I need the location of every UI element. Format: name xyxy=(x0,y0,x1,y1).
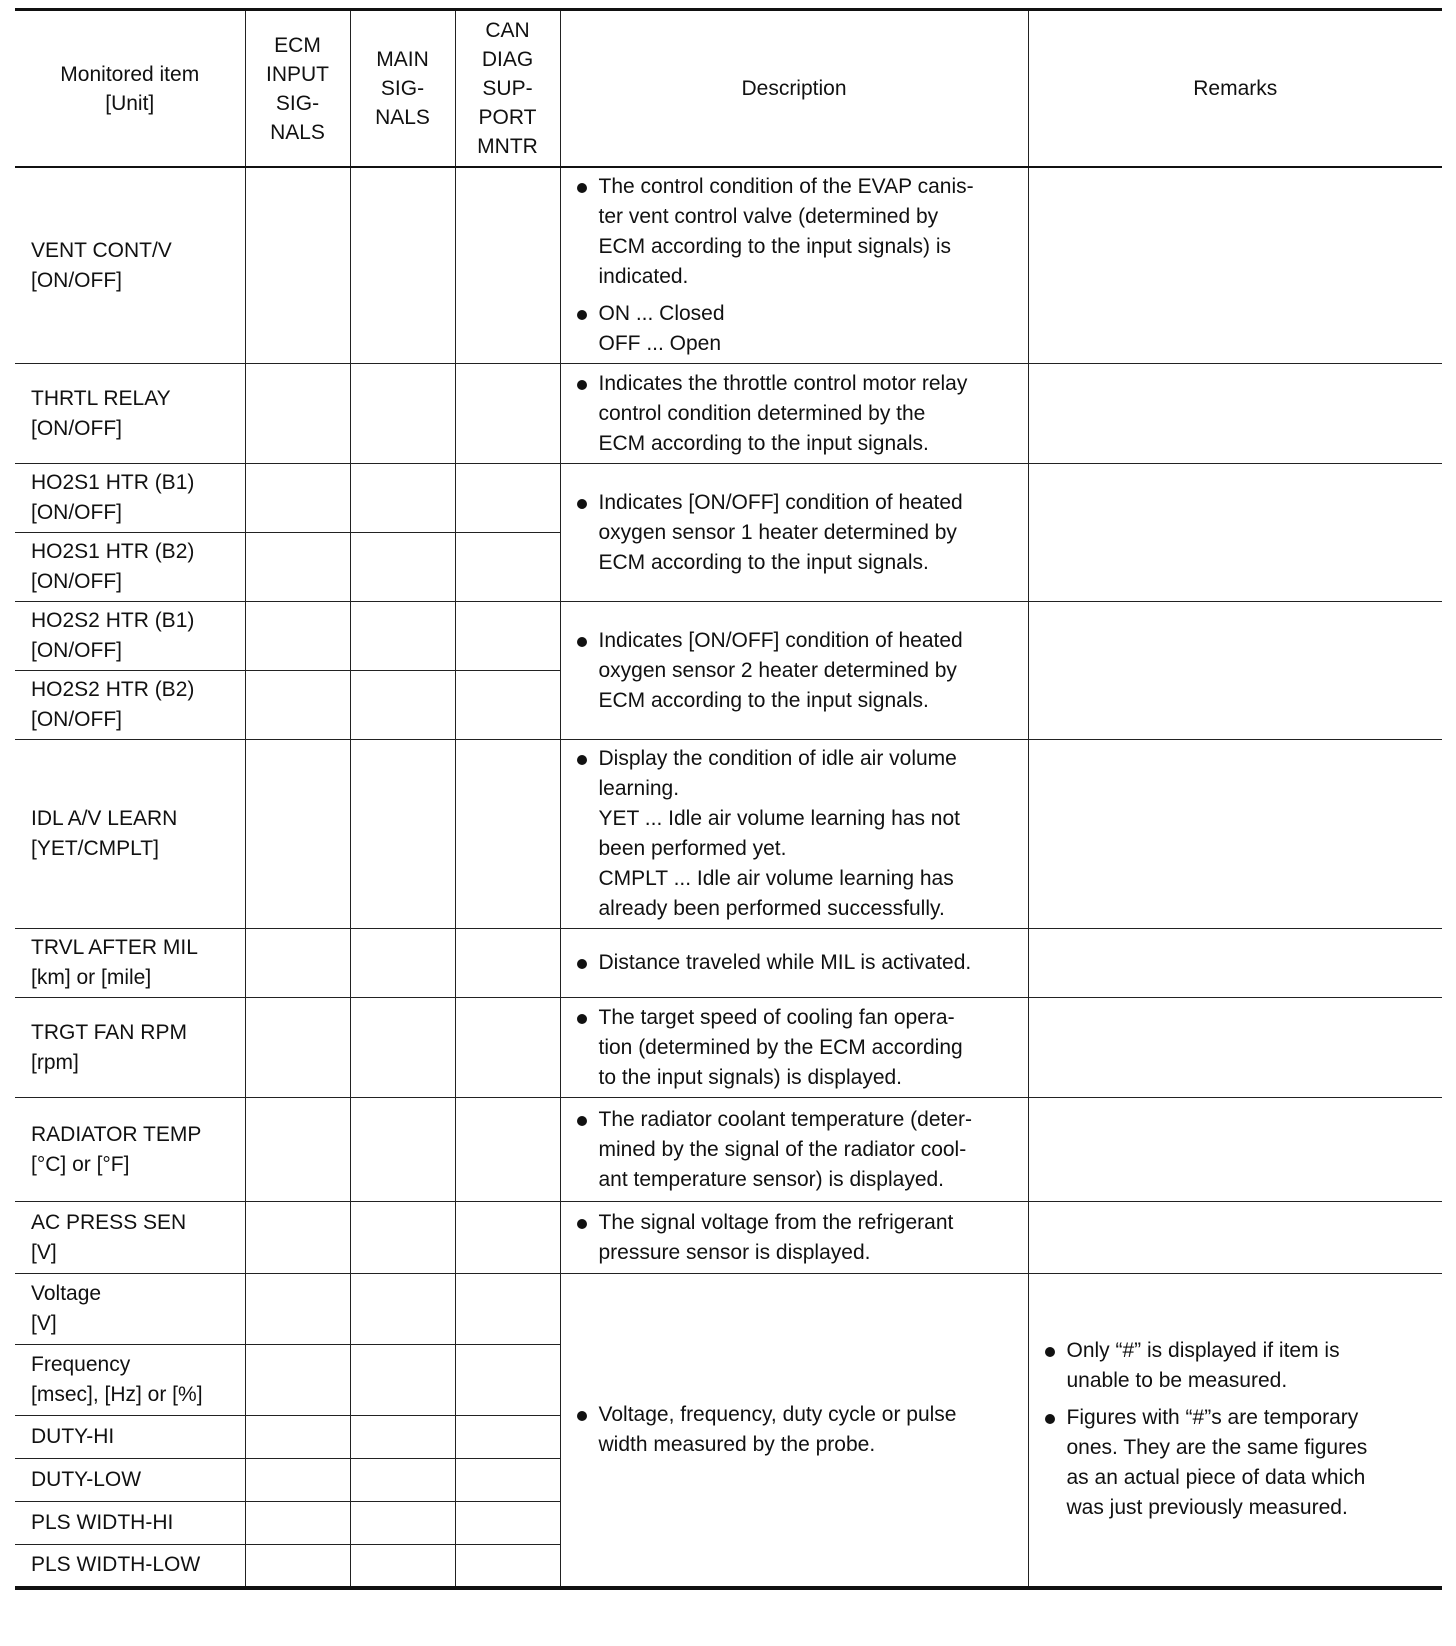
monitored-item-cell: DUTY-LOW xyxy=(15,1459,245,1502)
bullet-item: The signal voltage from the refrigerant pressure sensor is displayed. xyxy=(577,1208,1020,1268)
bullet-item: The radiator coolant temperature (deter- mined by the signal of the radiator cool- ant temperature sensor) is displayed. xyxy=(577,1105,1020,1195)
can-diag-support-cell xyxy=(455,1345,560,1416)
can-diag-support-cell xyxy=(455,1459,560,1502)
main-signals-cell xyxy=(350,1459,455,1502)
table-row xyxy=(15,998,1442,1098)
main-signals-cell xyxy=(350,740,455,929)
description-cell xyxy=(560,998,1028,1098)
table-row xyxy=(15,1202,1442,1274)
table-row xyxy=(15,1098,1442,1202)
description-cell xyxy=(560,464,1028,602)
monitored-item-cell: PLS WIDTH-LOW xyxy=(15,1545,245,1588)
monitored-item-cell: HO2S2 HTR (B1) [ON/OFF] xyxy=(15,602,245,671)
main-signals-cell xyxy=(350,1202,455,1274)
remarks-cell xyxy=(1028,167,1442,364)
bullet-item: Indicates [ON/OFF] condition of heated oxygen sensor 2 heater determined by ECM according to the input signals. xyxy=(577,626,1020,716)
table-row xyxy=(15,364,1442,464)
can-diag-support-cell xyxy=(455,1098,560,1202)
can-diag-support-cell xyxy=(455,998,560,1098)
monitored-item-cell: HO2S1 HTR (B2) [ON/OFF] xyxy=(15,533,245,602)
description-cell xyxy=(560,364,1028,464)
main-signals-cell xyxy=(350,167,455,364)
can-diag-support-cell xyxy=(455,929,560,998)
header-description: Description xyxy=(560,10,1028,168)
header-row xyxy=(15,10,1442,168)
can-diag-support-cell xyxy=(455,1416,560,1459)
description-cell xyxy=(560,1202,1028,1274)
ecm-input-signals-cell xyxy=(245,464,350,533)
main-signals-cell xyxy=(350,1274,455,1345)
remarks-cell xyxy=(1028,364,1442,464)
table-row xyxy=(15,1274,1442,1345)
header-monitored-item: Monitored item [Unit] xyxy=(15,10,245,168)
table-row xyxy=(15,929,1442,998)
table-row xyxy=(15,167,1442,364)
remarks-cell xyxy=(1028,998,1442,1098)
can-diag-support-cell xyxy=(455,671,560,740)
ecm-input-signals-cell xyxy=(245,1502,350,1545)
monitored-item-cell: THRTL RELAY [ON/OFF] xyxy=(15,364,245,464)
header-ecm-input-signals: ECM INPUT SIG- NALS xyxy=(245,10,350,168)
main-signals-cell xyxy=(350,671,455,740)
ecm-input-signals-cell xyxy=(245,1098,350,1202)
ecm-input-signals-cell xyxy=(245,602,350,671)
ecm-input-signals-cell xyxy=(245,533,350,602)
remarks-cell xyxy=(1028,602,1442,740)
can-diag-support-cell xyxy=(455,364,560,464)
bullet-item: Distance traveled while MIL is activated. xyxy=(577,948,1020,978)
header-remarks: Remarks xyxy=(1028,10,1442,168)
monitored-item-cell: HO2S1 HTR (B1) [ON/OFF] xyxy=(15,464,245,533)
ecm-input-signals-cell xyxy=(245,1202,350,1274)
monitored-item-cell: TRGT FAN RPM [rpm] xyxy=(15,998,245,1098)
main-signals-cell xyxy=(350,1345,455,1416)
can-diag-support-cell xyxy=(455,1545,560,1588)
monitored-item-cell: TRVL AFTER MIL [km] or [mile] xyxy=(15,929,245,998)
table-row xyxy=(15,464,1442,533)
ecm-input-signals-cell xyxy=(245,1459,350,1502)
bullet-item: Indicates the throttle control motor relay control condition determined by the ECM according to the input signals. xyxy=(577,369,1020,459)
table-row xyxy=(15,602,1442,671)
can-diag-support-cell xyxy=(455,1202,560,1274)
can-diag-support-cell xyxy=(455,464,560,533)
description-cell xyxy=(560,1098,1028,1202)
monitored-item-cell: PLS WIDTH-HI xyxy=(15,1502,245,1545)
description-cell xyxy=(560,602,1028,740)
description-cell xyxy=(560,740,1028,929)
monitored-item-cell: Voltage [V] xyxy=(15,1274,245,1345)
main-signals-cell xyxy=(350,464,455,533)
main-signals-cell xyxy=(350,1098,455,1202)
main-signals-cell xyxy=(350,1416,455,1459)
monitored-item-cell: VENT CONT/V [ON/OFF] xyxy=(15,167,245,364)
monitored-item-cell: RADIATOR TEMP [°C] or [°F] xyxy=(15,1098,245,1202)
bullet-item: Voltage, frequency, duty cycle or pulse width measured by the probe. xyxy=(577,1400,1020,1460)
remarks-cell xyxy=(1028,1098,1442,1202)
bullet-item: Indicates [ON/OFF] condition of heated oxygen sensor 1 heater determined by ECM according to the input signals. xyxy=(577,488,1020,578)
description-cell xyxy=(560,929,1028,998)
header-can-diag-support-mntr: CAN DIAG SUP- PORT MNTR xyxy=(455,10,560,168)
bullet-item: Figures with “#”s are temporary ones. They are the same figures as an actual piece of data which was just previously measured. xyxy=(1045,1403,1435,1523)
can-diag-support-cell xyxy=(455,602,560,671)
remarks-cell xyxy=(1028,1274,1442,1588)
remarks-cell xyxy=(1028,740,1442,929)
bullet-item: ON ... Closed OFF ... Open xyxy=(577,299,1020,359)
monitored-item-cell: DUTY-HI xyxy=(15,1416,245,1459)
remarks-cell xyxy=(1028,1202,1442,1274)
main-signals-cell xyxy=(350,1545,455,1588)
ecm-input-signals-cell xyxy=(245,740,350,929)
remarks-cell xyxy=(1028,464,1442,602)
table-row xyxy=(15,740,1442,929)
description-cell xyxy=(560,1274,1028,1588)
monitored-item-cell: IDL A/V LEARN [YET/CMPLT] xyxy=(15,740,245,929)
bullet-item: The target speed of cooling fan opera- tion (determined by the ECM according to the input signals) is displayed. xyxy=(577,1003,1020,1093)
main-signals-cell xyxy=(350,364,455,464)
bullet-item: Only “#” is displayed if item is unable to be measured. xyxy=(1045,1336,1435,1396)
can-diag-support-cell xyxy=(455,167,560,364)
data-monitor-reference-table xyxy=(15,8,1442,1590)
ecm-input-signals-cell xyxy=(245,929,350,998)
description-cell xyxy=(560,167,1028,364)
bullet-item: Display the condition of idle air volume learning. YET ... Idle air volume learning has not been performed yet. CMPLT ... Idle air volume learning has already been performed successfully. xyxy=(577,744,1020,924)
ecm-input-signals-cell xyxy=(245,671,350,740)
can-diag-support-cell xyxy=(455,533,560,602)
main-signals-cell xyxy=(350,929,455,998)
can-diag-support-cell xyxy=(455,1502,560,1545)
can-diag-support-cell xyxy=(455,1274,560,1345)
can-diag-support-cell xyxy=(455,740,560,929)
main-signals-cell xyxy=(350,998,455,1098)
ecm-input-signals-cell xyxy=(245,1545,350,1588)
monitored-item-cell: HO2S2 HTR (B2) [ON/OFF] xyxy=(15,671,245,740)
monitored-item-cell: Frequency [msec], [Hz] or [%] xyxy=(15,1345,245,1416)
ecm-input-signals-cell xyxy=(245,1416,350,1459)
monitored-item-cell: AC PRESS SEN [V] xyxy=(15,1202,245,1274)
bullet-item: The control condition of the EVAP canis- ter vent control valve (determined by ECM according to the input signals) is indicated. xyxy=(577,172,1020,292)
remarks-cell xyxy=(1028,929,1442,998)
main-signals-cell xyxy=(350,602,455,671)
main-signals-cell xyxy=(350,1502,455,1545)
ecm-input-signals-cell xyxy=(245,1274,350,1345)
header-main-signals: MAIN SIG- NALS xyxy=(350,10,455,168)
ecm-input-signals-cell xyxy=(245,998,350,1098)
data-monitor-reference-page xyxy=(15,8,1442,1590)
ecm-input-signals-cell xyxy=(245,1345,350,1416)
main-signals-cell xyxy=(350,533,455,602)
ecm-input-signals-cell xyxy=(245,364,350,464)
ecm-input-signals-cell xyxy=(245,167,350,364)
